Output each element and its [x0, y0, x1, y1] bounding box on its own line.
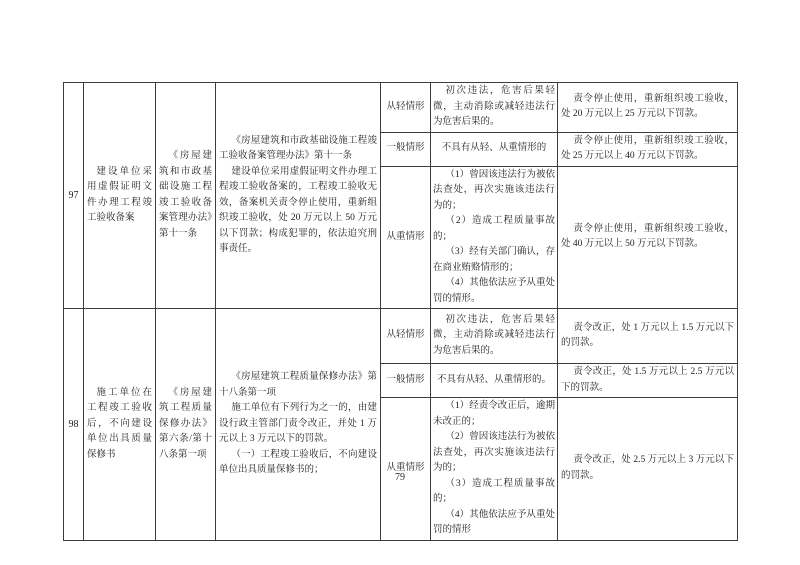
legal-basis-cell [156, 83, 216, 309]
circumstance-text: 初次违法，危害后果轻微，主动消除或减轻违法行为危害后果的。 [433, 86, 555, 127]
provision-paragraph: 《房屋建筑和市政基础设施工程竣工验收备案管理办法》第十一条 [219, 135, 377, 161]
severity-cell: 从轻情形 [381, 309, 431, 364]
penalty-cell [558, 83, 738, 133]
circumstance-cell [431, 309, 558, 364]
violation-text: 建设单位采用虚假证明文件办理工程竣工验收备案 [87, 166, 152, 223]
penalty-cell [558, 309, 738, 364]
penalty-text: 责令停止使用，重新组织竣工验收，处 25 万元以上 40 万元以下罚款。 [561, 135, 734, 161]
circumstance-cell [431, 83, 558, 133]
row-number-cell: 98 [64, 309, 84, 541]
penalty-text: 责令改正，处 2.5 万元以上 3 万元以下的罚款。 [561, 455, 734, 481]
circumstance-cell [431, 166, 558, 309]
circumstance-item: （4）其他依法应予从重处罚的情形。 [433, 278, 555, 304]
circumstance-item: （1）经责令改正后，逾期未改正的； [433, 401, 555, 427]
penalty-cell [558, 364, 738, 398]
penalty-text: 责令停止使用，重新组织竣工验收，处 40 万元以上 50 万元以下罚款。 [561, 223, 734, 250]
circumstance-cell [431, 132, 558, 166]
provision-text-cell [216, 309, 381, 541]
penalty-text: 责令改正，处 1.5 万元以上 2.5 万元以下的罚款。 [561, 367, 734, 393]
severity-cell: 从轻情形 [381, 83, 431, 133]
circumstance-cell [431, 398, 558, 541]
penalty-cell [558, 132, 738, 166]
circumstance-cell [431, 364, 558, 398]
page-number: 79 [395, 472, 405, 483]
circumstance-text: 不具有从轻、从重情形的。 [436, 374, 551, 385]
penalty-text: 责令改正，处 1 万元以上 1.5 万元以下的罚款。 [561, 322, 734, 348]
severity-cell: 一般情形 [381, 364, 431, 398]
legal-basis-text: 《房屋建筑和市政基础设施工程竣工验收备案管理办法》第十一条 [159, 151, 212, 239]
circumstance-item: （3）经有关部门确认，存在商业贿赂情形的； [433, 247, 555, 273]
table-row [64, 83, 738, 133]
table-row [64, 309, 738, 364]
provision-paragraph: 建设单位采用虚假证明文件办理工程竣工验收备案的，工程竣工验收无效，备案机关责令停止使用，重新组织竣工验收，处 20 万元以上 50 万元以下罚款；构成犯罪的，依法追究刑事责任。 [219, 166, 377, 254]
circumstance-item: （4）其他依法应予从重处罚的情形 [433, 509, 555, 535]
circumstance-item: （1）曾因该违法行为被依法查处，再次实施该违法行为的； [433, 169, 555, 211]
violation-cell [84, 83, 156, 309]
provision-paragraph: （一）工程竣工验收后，不向建设单位出具质量保修书的； [219, 449, 377, 475]
severity-cell: 从重情形 [381, 166, 431, 309]
provision-text-cell [216, 83, 381, 309]
provision-paragraph: 《房屋建筑工程质量保修办法》第十八条第一项 [219, 372, 377, 398]
severity-cell: 一般情形 [381, 132, 431, 166]
penalty-cell [558, 398, 738, 541]
row-number-cell: 97 [64, 83, 84, 309]
legal-basis-cell [156, 309, 216, 541]
penalty-cell [558, 166, 738, 309]
circumstance-text: 不具有从轻、从重情形的 [441, 143, 547, 154]
provision-paragraph: 施工单位有下列行为之一的，由建设行政主管部门责令改正，并处 1 万元以上 3 万元以下的罚款。 [219, 403, 377, 444]
penalty-text: 责令停止使用，重新组织竣工验收，处 20 万元以上 25 万元以下罚款。 [561, 93, 734, 120]
circumstance-item: （2）造成工程质量事故的； [433, 216, 555, 242]
violation-text: 施工单位在工程竣工验收后，不向建设单位出具质量保修书 [87, 387, 152, 460]
circumstance-text: 初次违法，危害后果轻微，主动消除或减轻违法行为危害后果的。 [433, 314, 555, 356]
violation-cell [84, 309, 156, 541]
circumstance-item: （2）曾因该违法行为被依法查处，再次实施该违法行为的； [433, 432, 555, 473]
legal-basis-text: 《房屋建筑工程质量保修办法》第六条/第十八条第一项 [159, 387, 212, 460]
circumstance-item: （3）造成工程质量事故的； [433, 478, 555, 504]
severity-cell: 从重情形 [381, 398, 431, 541]
